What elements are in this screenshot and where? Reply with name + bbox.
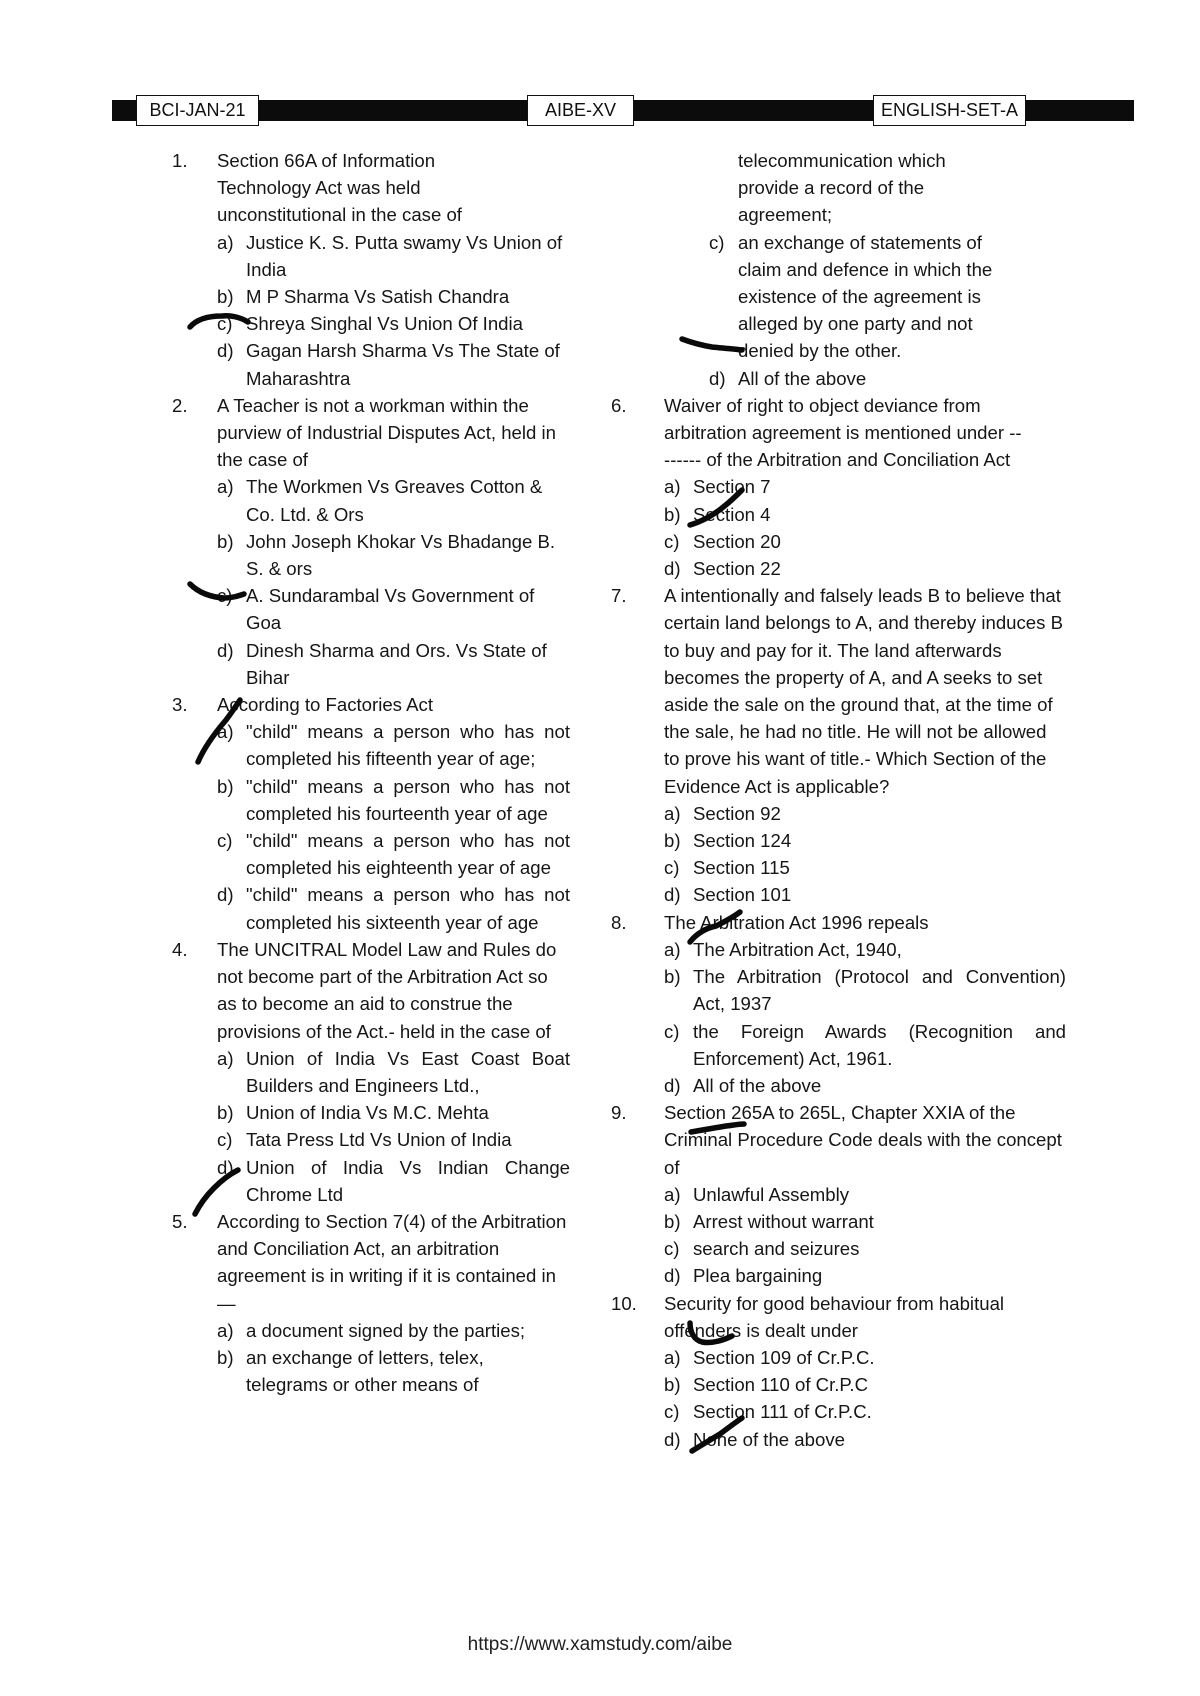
question-5: [172, 1208, 570, 1398]
question-text: According to Factories Act: [217, 694, 433, 716]
option-a: a) Section 92: [664, 802, 781, 824]
option-a: a) "child" means a person who has not completed his fifteenth year of age;: [217, 721, 570, 770]
option-b: b) Section 4: [664, 503, 771, 525]
option-d: d) All of the above: [709, 367, 867, 389]
option-b: b) an exchange of letters, telex, telegrams or other means of: [217, 1346, 484, 1396]
option-a: a) The Workmen Vs Greaves Cotton & Co. Ltd. & Ors: [217, 476, 543, 525]
question-1: [172, 147, 570, 392]
option-a: a) Union of India Vs East Coast Boat Builders and Engineers Ltd.,: [217, 1047, 570, 1096]
option-c: c) an exchange of statements of claim and defence in which the existence of the agreement is alleged by one party and not denied by the other.: [709, 231, 993, 362]
question-number: 1.: [172, 150, 188, 171]
question-number: 6.: [611, 394, 627, 416]
option-c: c) Section 115: [664, 857, 790, 879]
question-number: 3.: [172, 694, 188, 716]
question-number: 7.: [611, 585, 627, 607]
question-text: Security for good behaviour from habitual offenders is dealt under: [664, 1292, 1005, 1341]
option-d: d) "child" means a person who has not completed his sixteenth year of age: [217, 884, 570, 933]
option-b: b) Union of India Vs M.C. Mehta: [217, 1102, 489, 1124]
question-number: 8.: [611, 911, 627, 933]
option-a: a) Justice K. S. Putta swamy Vs Union of India: [217, 231, 563, 280]
footer-url[interactable]: https://www.xamstudy.com/aibe: [467, 1634, 733, 1655]
question-text: A Teacher is not a workman within the purview of Industrial Disputes Act, held in the case of: [217, 394, 556, 471]
right-column: [611, 147, 1066, 1453]
option-a: a) The Arbitration Act, 1940,: [664, 938, 902, 960]
option-c: c) A. Sundarambal Vs Government of Goa: [217, 585, 535, 634]
header-exam-name: AIBE-XV: [527, 95, 634, 126]
question-10: [611, 1290, 1066, 1453]
option-d: d) Section 22: [664, 558, 781, 580]
question-number: 4.: [172, 938, 188, 960]
option-b: b) John Joseph Khokar Vs Bhadange B. S. & ors: [217, 530, 556, 580]
option-c: c) Section 111 of Cr.P.C.: [664, 1401, 872, 1423]
option-b: b) Section 110 of Cr.P.C: [664, 1374, 869, 1396]
option-b: b) M P Sharma Vs Satish Chandra: [217, 286, 510, 308]
question-number: 2.: [172, 394, 188, 416]
question-number: 5.: [172, 1210, 188, 1232]
option-d: d) All of the above: [664, 1074, 822, 1096]
question-text: The Arbitration Act 1996 repeals: [664, 911, 929, 933]
option-a: a) a document signed by the parties;: [217, 1319, 526, 1341]
option-c: c) "child" means a person who has not completed his eighteenth year of age: [217, 830, 570, 879]
option-a: a) Section 7: [664, 476, 771, 498]
question-text: According to Section 7(4) of the Arbitration and Conciliation Act, an arbitration agreement is in writing if it is contained in—: [217, 1210, 567, 1314]
question-3: [172, 691, 570, 936]
question-text: Section 265A to 265L, Chapter XXIA of the Criminal Procedure Code deals with the concept of: [664, 1102, 1062, 1178]
option-c: c) Section 20: [664, 530, 781, 552]
question-text: A intentionally and falsely leads B to believe that certain land belongs to A, and thereby induces B to buy and pay for it. The land afterwards becomes the property of A, and A seeks to set aside the sale on the ground that, at the time of the sale, he had no title. He will not be allowed to prove his want of title.- Which Section of the Evidence Act is applicable?: [664, 585, 1064, 797]
question-5-continued: [664, 147, 1066, 392]
question-6: [611, 392, 1066, 582]
question-text: Waiver of right to object deviance from arbitration agreement is mentioned under -------- of the Arbitration and Conciliation Act: [664, 394, 1022, 471]
question-number: 10.: [611, 1292, 637, 1314]
option-b-continued: telecommunication which provide a record of the agreement;: [738, 150, 946, 226]
option-a: a) Section 109 of Cr.P.C.: [664, 1346, 875, 1368]
header-paper-code: BCI-JAN-21: [136, 95, 259, 126]
question-4: [172, 936, 570, 1208]
question-8: [611, 909, 1066, 1099]
question-number: 9.: [611, 1102, 627, 1124]
option-d: d) None of the above: [664, 1428, 845, 1450]
option-c: c) the Foreign Awards (Recognition and Enforcement) Act, 1961.: [664, 1020, 1066, 1069]
option-c: c) Tata Press Ltd Vs Union of India: [217, 1129, 512, 1151]
left-column: [172, 147, 570, 1398]
option-a: a) Unlawful Assembly: [664, 1183, 850, 1205]
question-7: [611, 582, 1066, 908]
question-text: Section 66A of Information Technology Act was held unconstitutional in the case of: [217, 150, 462, 226]
option-b: b) Arrest without warrant: [664, 1210, 874, 1232]
question-text: The UNCITRAL Model Law and Rules do not become part of the Arbitration Act so as to become an aid to construe the provisions of the Act.- held in the case of: [217, 938, 557, 1042]
option-b: b) The Arbitration (Protocol and Convention) Act, 1937: [664, 966, 1066, 1015]
option-c: c) Shreya Singhal Vs Union Of India: [217, 313, 523, 335]
question-9: [611, 1099, 1066, 1289]
option-d: d) Union of India Vs Indian Change Chrome Ltd: [217, 1156, 570, 1205]
option-d: d) Gagan Harsh Sharma Vs The State of Maharashtra: [217, 340, 560, 389]
option-b: b) "child" means a person who has not completed his fourteenth year of age: [217, 775, 570, 824]
option-b: b) Section 124: [664, 830, 792, 852]
question-2: [172, 392, 570, 691]
option-d: d) Dinesh Sharma and Ors. Vs State of Bihar: [217, 639, 547, 688]
option-d: d) Plea bargaining: [664, 1265, 823, 1287]
option-d: d) Section 101: [664, 884, 792, 906]
header-set-label: ENGLISH-SET-A: [873, 95, 1026, 126]
option-c: c) search and seizures: [664, 1238, 860, 1260]
